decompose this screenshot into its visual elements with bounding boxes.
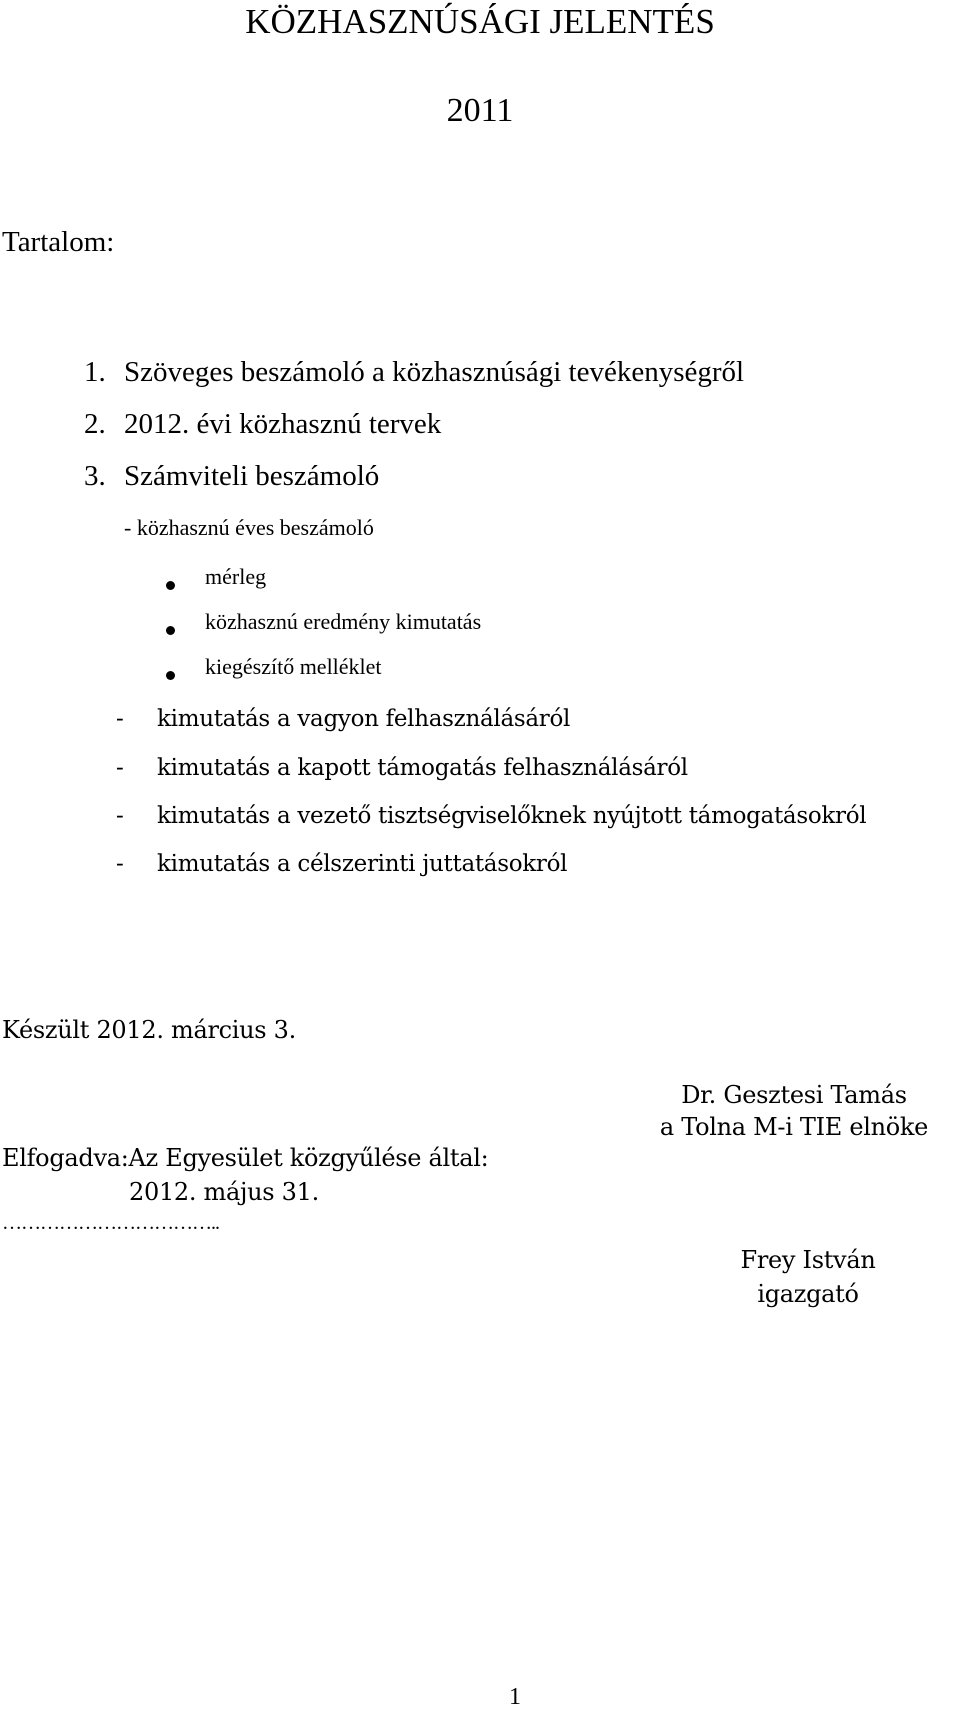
dash-item-benefits bbox=[116, 851, 567, 877]
contents-item-2 bbox=[84, 408, 441, 441]
bullet-item-balance: mérleg bbox=[205, 564, 267, 589]
signature-line: …………………………….. bbox=[2, 1212, 219, 1234]
sub-heading: - közhasznú éves beszámoló bbox=[124, 515, 374, 540]
president-name: Dr. Gesztesi Tamás bbox=[681, 1081, 907, 1109]
president-role: a Tolna M-i TIE elnöke bbox=[659, 1113, 929, 1141]
contents-item-1 bbox=[84, 356, 744, 389]
dash-item-text: kimutatás a kapott támogatás felhasználásáról bbox=[157, 755, 688, 781]
director-name: Frey István bbox=[740, 1246, 876, 1274]
director-role: igazgató bbox=[757, 1280, 859, 1308]
contents-item-number: 2. bbox=[84, 408, 106, 440]
dash-item-assets bbox=[116, 706, 570, 732]
prepared-date: Készült 2012. március 3. bbox=[2, 1016, 296, 1044]
bullet-icon bbox=[166, 671, 175, 680]
dash-item-text: kimutatás a célszerinti juttatásokról bbox=[157, 851, 568, 877]
contents-item-number: 3. bbox=[84, 460, 106, 492]
dash-marker: - bbox=[116, 803, 124, 829]
adoption-text: Elfogadva:Az Egyesület közgyűlése által: bbox=[2, 1144, 489, 1172]
contents-item-number: 1. bbox=[84, 356, 106, 388]
bullet-icon bbox=[166, 626, 175, 635]
page-number: 1 bbox=[509, 1684, 521, 1710]
contents-item-text: Szöveges beszámoló a közhasznúsági tevékenységről bbox=[124, 356, 745, 388]
dash-marker: - bbox=[116, 851, 124, 877]
dash-item-text: kimutatás a vezető tisztségviselőknek nyújtott támogatásokról bbox=[157, 803, 867, 829]
report-year: 2011 bbox=[446, 92, 514, 129]
dash-marker: - bbox=[116, 755, 124, 781]
bullet-icon bbox=[166, 581, 175, 590]
contents-label: Tartalom: bbox=[2, 226, 115, 258]
bullet-item-supplement: kiegészítő melléklet bbox=[205, 654, 382, 679]
contents-item-3 bbox=[84, 460, 379, 493]
dash-item-text: kimutatás a vagyon felhasználásáról bbox=[157, 706, 571, 732]
contents-item-text: 2012. évi közhasznú tervek bbox=[124, 408, 442, 440]
bullet-item-result: közhasznú eredmény kimutatás bbox=[205, 609, 482, 634]
dash-marker: - bbox=[116, 706, 124, 732]
adoption-date: 2012. május 31. bbox=[129, 1178, 319, 1206]
dash-item-officers bbox=[116, 803, 866, 829]
document-title: KÖZHASZNÚSÁGI JELENTÉS bbox=[245, 2, 715, 41]
contents-item-text: Számviteli beszámoló bbox=[124, 460, 380, 492]
dash-item-grants bbox=[116, 755, 688, 781]
